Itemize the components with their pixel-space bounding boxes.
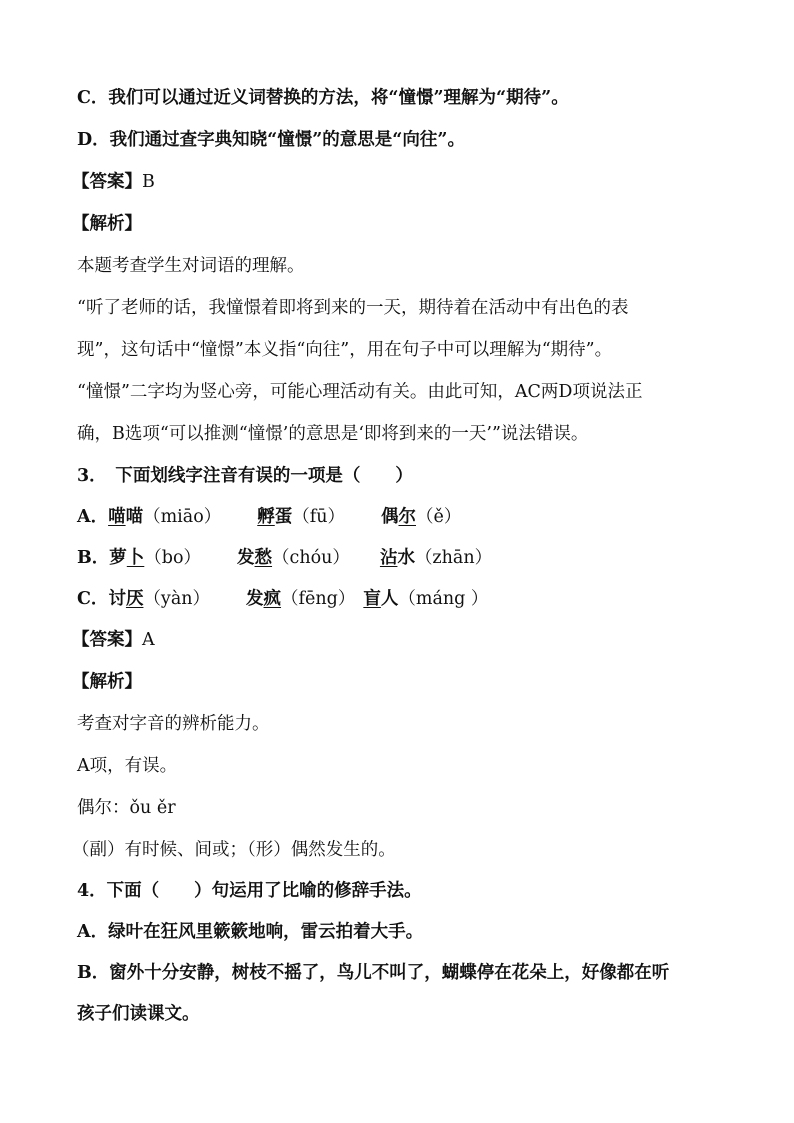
word-char: 喵 <box>125 507 144 527</box>
word-char: 水 <box>397 548 415 568</box>
answer-value: A <box>142 630 155 650</box>
analysis-paragraph: 确，B选项“可以推测“憧憬’的意思是‘即将到来的一天’”说法错误。 <box>77 424 589 444</box>
analysis-paragraph: （副）有时候、间或；（形）偶然发生的。 <box>72 840 396 860</box>
word-char: 发 <box>246 589 264 609</box>
option-prefix: A． <box>77 507 109 527</box>
analysis-paragraph: 本题考查学生对词语的理解。 <box>77 256 305 276</box>
question-4: 4．下面（ ）句运用了比喻的修辞手法。 <box>77 881 422 901</box>
underlined-char: 沾 <box>379 548 398 568</box>
pinyin: （bo） <box>144 548 202 568</box>
option-prefix: C． <box>77 589 109 609</box>
pinyin: （yàn） <box>143 589 211 609</box>
analysis-paragraph: 现”，这句话中“憧憬”本义指“向往”，用在句子中可以理解为“期待”。 <box>77 340 613 360</box>
q4-option-b-continued: 孩子们读课文。 <box>77 1004 200 1024</box>
q3-option-a <box>77 505 461 529</box>
underlined-char: 尔 <box>398 507 416 527</box>
option-prefix: B． <box>77 548 110 568</box>
word-char: 讨 <box>108 589 126 609</box>
pinyin: （máng ） <box>398 589 489 609</box>
analysis-paragraph: 考查对字音的辨析能力。 <box>77 714 270 734</box>
answer-label: 【答案】 <box>72 630 142 650</box>
underlined-char: 愁 <box>254 548 273 568</box>
pinyin: （fū） <box>292 507 345 527</box>
option-c: C．我们可以通过近义词替换的方法，将“憧憬”理解为“期待”。 <box>77 88 569 108</box>
question-3: 3． 下面划线字注音有误的一项是（ ） <box>77 466 413 486</box>
word-char: 发 <box>237 548 255 568</box>
underlined-char: 喵 <box>108 507 126 527</box>
analysis-paragraph: “听了老师的话，我憧憬着即将到来的一天，期待着在活动中有出色的表 <box>77 298 629 318</box>
pinyin: （chóu） <box>272 548 350 568</box>
q3-option-b <box>77 546 492 570</box>
underlined-char: 孵 <box>257 507 275 527</box>
q4-option-a: A．绿叶在狂风里簌簌地响，雷云拍着大手。 <box>77 922 424 942</box>
answer-1 <box>72 170 155 194</box>
q4-option-b: B．窗外十分安静，树枝不摇了，鸟儿不叫了，蝴蝶停在花朵上，好像都在听 <box>77 963 670 983</box>
word-char: 人 <box>380 589 399 609</box>
analysis-label: 【解析】 <box>72 672 142 692</box>
q3-option-c <box>77 587 488 611</box>
underlined-char: 厌 <box>125 589 144 609</box>
word-char: 萝 <box>109 548 127 568</box>
answer-2 <box>72 628 155 652</box>
word-char: 偶 <box>381 507 399 527</box>
analysis-paragraph: “憧憬”二字均为竖心旁，可能心理活动有关。由此可知，AC两D项说法正 <box>77 382 643 402</box>
answer-label: 【答案】 <box>72 172 142 192</box>
analysis-paragraph: 偶尔：ǒu ěr <box>77 798 176 818</box>
pinyin: （fēng） <box>281 589 356 609</box>
option-d: D．我们通过查字典知晓“憧憬”的意思是“向往”。 <box>77 130 465 150</box>
analysis-label: 【解析】 <box>72 214 142 234</box>
underlined-char: 卜 <box>126 548 145 568</box>
underlined-char: 疯 <box>263 589 282 609</box>
word-char: 蛋 <box>274 507 293 527</box>
underlined-char: 盲 <box>363 589 381 609</box>
pinyin: （ě） <box>416 507 462 527</box>
analysis-paragraph: A项，有误。 <box>77 756 178 776</box>
pinyin: （zhān） <box>414 548 493 568</box>
answer-value: B <box>142 172 155 192</box>
pinyin: （miāo） <box>143 507 222 527</box>
